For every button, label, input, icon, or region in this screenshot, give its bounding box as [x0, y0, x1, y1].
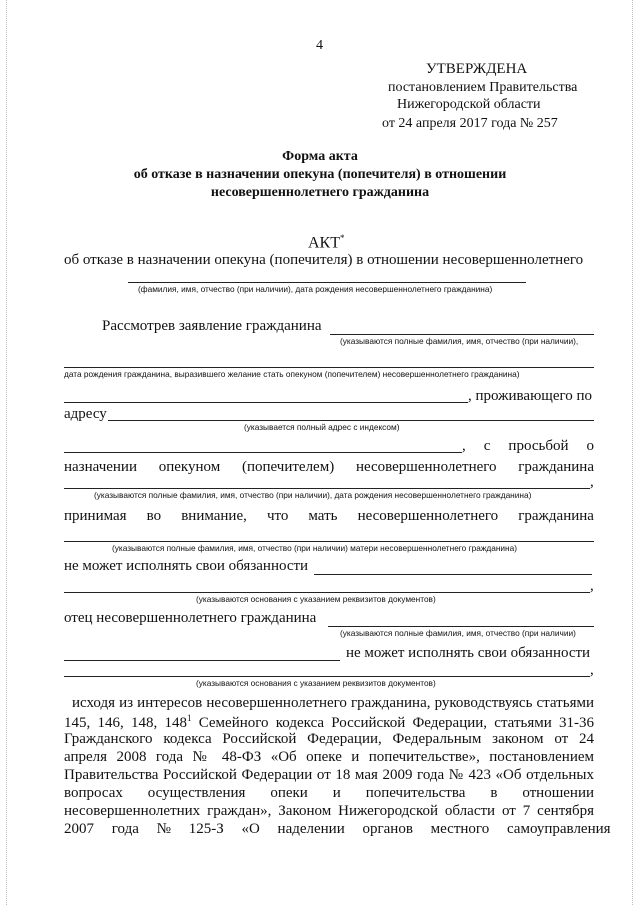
w-s: с: [483, 438, 491, 454]
act-footnote-mark: *: [340, 233, 345, 243]
applicant-line-cont[interactable]: [64, 402, 468, 403]
w-request: просьбой: [508, 438, 569, 454]
mother-name-line[interactable]: [64, 541, 594, 542]
caption-mother: (указываются полные фамилия, имя, отчество (при наличии) матери несовершеннолетнего гражданина): [112, 543, 518, 553]
m-w3: внимание,: [181, 508, 247, 524]
m-w1: принимая: [64, 508, 127, 524]
para-text-2b: Семейного кодекса Российской Федерации, статьями 31-36: [191, 715, 594, 731]
caption-father: (указываются полные фамилия, имя, отчество (при наличии): [340, 628, 576, 638]
grounds-line-1[interactable]: [314, 574, 592, 575]
page-number: 4: [316, 38, 323, 53]
caption-grounds-1: (указываются основания с указанием реквизитов документов): [196, 594, 436, 604]
caption-grounds-2: (указываются основания с указанием реквизитов документов): [196, 678, 436, 688]
para-line-8: [64, 821, 611, 838]
caption-applicant: (указываются полные фамилия, имя, отчество (при наличии),: [340, 336, 579, 346]
para-line-1: [72, 695, 594, 712]
para-line-4: [64, 749, 594, 766]
act-title: [308, 233, 345, 252]
comma-2: ,: [590, 578, 594, 594]
act-subtitle: об отказе в назначении опекуна (попечителя) в отношении несовершеннолетнего: [64, 252, 584, 268]
scan-right-edge: [632, 0, 633, 905]
m-w2: во: [146, 508, 162, 524]
para-text-6: вопросах осуществления опеки и попечительства в отношении: [64, 785, 594, 801]
w-comma: ,: [462, 438, 466, 454]
caption-address: (указывается полный адрес с индексом): [244, 422, 400, 432]
para-line-7: [64, 803, 594, 820]
appointment-row: [64, 459, 594, 476]
comma-3: ,: [590, 662, 594, 678]
para-line-6: [64, 785, 594, 802]
a-w5: гражданина: [518, 459, 594, 475]
m-w5: мать: [308, 508, 338, 524]
act-title-text: АКТ: [308, 234, 340, 252]
address-line-cont[interactable]: [64, 452, 462, 453]
m-w7: гражданина: [518, 508, 594, 524]
scan-left-edge: [6, 0, 7, 905]
para-text-1: исходя из интересов несовершеннолетнего гражданина, руководствуясь статьями: [72, 695, 594, 711]
applicant-name-line[interactable]: [330, 334, 594, 335]
child-full-line[interactable]: [64, 488, 590, 489]
para-text-7: несовершеннолетних граждан», Законом Нижегородской области от 7 сентября: [64, 803, 594, 819]
caption-applicant-dob: дата рождения гражданина, выразившего желание стать опекуном (попечителем) несовершеннолетнего гражданина): [64, 369, 520, 379]
para-text-3: Гражданского кодекса Российской Федерации, Федеральным законом от 24: [64, 731, 594, 747]
grounds-line-1b[interactable]: [64, 592, 590, 593]
cannot-fulfill-label-2: не может исполнять свои обязанности: [346, 645, 591, 661]
form-heading-2: об отказе в назначении опекуна (попечителя) в отношении: [133, 167, 507, 182]
with-request-row: [462, 438, 594, 455]
para-sup-148: 1: [186, 713, 192, 723]
m-w4: что: [266, 508, 289, 524]
comma-1: ,: [590, 474, 594, 490]
para-line-5: [64, 767, 594, 784]
child-name-line[interactable]: [128, 282, 526, 283]
cannot-fulfill-label: не может исполнять свои обязанности: [64, 558, 309, 574]
address-label: адресу: [64, 406, 107, 422]
father-name-line-2[interactable]: [64, 660, 340, 661]
form-heading-1: Форма акта: [282, 149, 358, 164]
father-name-line[interactable]: [328, 626, 594, 627]
para-line-2: [64, 713, 594, 732]
para-text-8: 2007 года № 125-З «О наделении органов местного самоуправления: [64, 821, 611, 837]
a-w4: несовершеннолетнего: [355, 459, 497, 475]
applicant-dob-line[interactable]: [64, 367, 594, 368]
w-o: о: [586, 438, 594, 454]
approval-title: УТВЕРЖДЕНА: [426, 61, 528, 77]
grounds-line-2[interactable]: [64, 676, 590, 677]
m-w6: несовершеннолетнего: [357, 508, 499, 524]
para-line-3: [64, 731, 594, 748]
para-text-4: апреля 2008 года № 48-ФЗ «Об опеке и попечительстве», постановлением: [64, 749, 594, 765]
mother-row: [64, 508, 594, 525]
para-text-5: Правительства Российской Федерации от 18 мая 2009 года № 423 «Об отдельных: [64, 767, 594, 783]
considered-label: Рассмотрев заявление гражданина: [102, 318, 322, 334]
residing-label: , проживающего по: [468, 388, 593, 404]
approval-line-3: от 24 апреля 2017 года № 257: [382, 116, 558, 131]
a-w3: (попечителем): [241, 459, 335, 475]
form-heading-3: несовершеннолетнего гражданина: [210, 185, 430, 200]
a-w1: назначении: [64, 459, 137, 475]
address-line[interactable]: [108, 420, 594, 421]
caption-child: (фамилия, имя, отчество (при наличии), дата рождения несовершеннолетнего гражданина): [138, 284, 493, 294]
caption-child-full: (указываются полные фамилия, имя, отчество (при наличии), дата рождения несовершеннолетнего гражданина): [94, 490, 532, 500]
para-text-2a: 145, 146, 148, 148: [64, 715, 187, 731]
father-label: отец несовершеннолетнего гражданина: [64, 610, 317, 626]
approval-line-2: Нижегородской области: [397, 97, 541, 112]
approval-line-1: постановлением Правительства: [388, 80, 578, 95]
a-w2: опекуном: [158, 459, 221, 475]
